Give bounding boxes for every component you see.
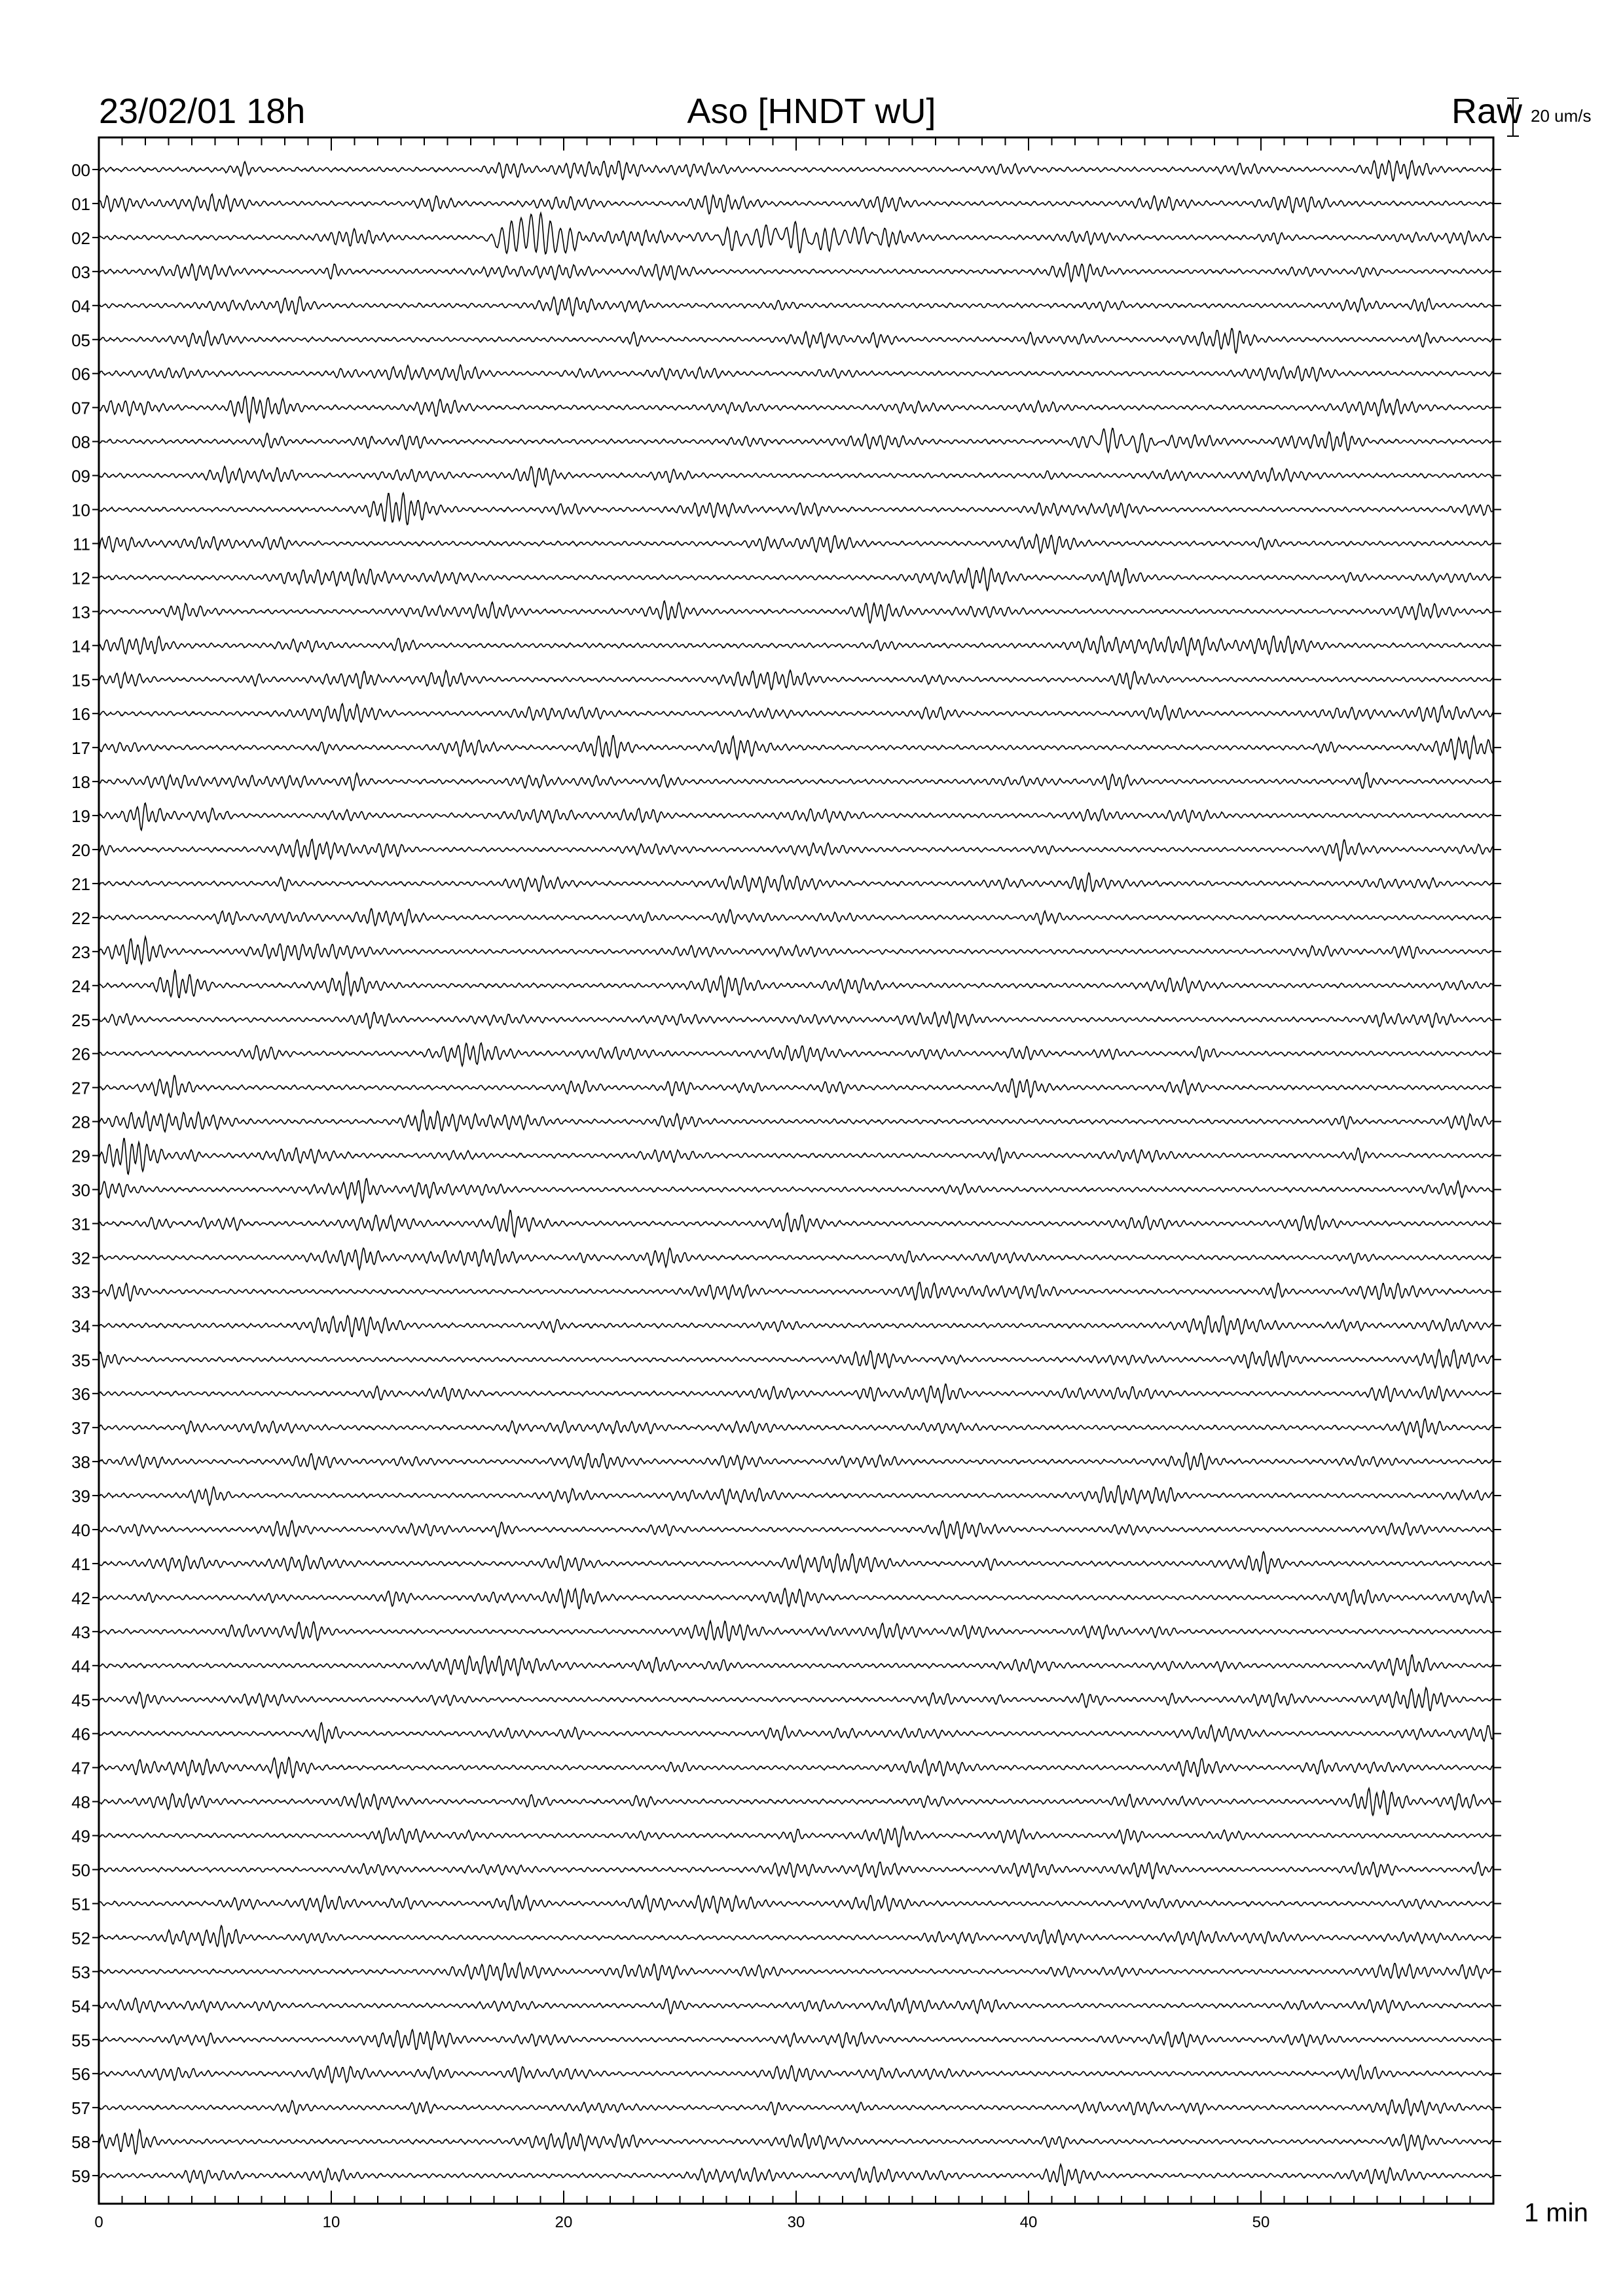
- trace-line: [99, 670, 1493, 690]
- trace-line: [99, 160, 1493, 181]
- row-label: 35: [71, 1350, 90, 1371]
- trace-line: [99, 704, 1493, 722]
- trace-line: [99, 1788, 1493, 1815]
- row-label: 02: [71, 228, 90, 248]
- trace-group: [92, 160, 1501, 2185]
- trace-line: [99, 1688, 1493, 1711]
- row-label: 50: [71, 1860, 90, 1880]
- row-label: 46: [71, 1724, 90, 1744]
- trace-line: [99, 263, 1493, 282]
- row-label: 10: [71, 500, 90, 520]
- row-label: 59: [71, 2166, 90, 2187]
- row-label: 40: [71, 1520, 90, 1540]
- x-axis-unit-label: 1 min: [1524, 2198, 1588, 2227]
- row-label: 56: [71, 2064, 90, 2085]
- trace-line: [99, 1075, 1493, 1098]
- row-label: 33: [71, 1282, 90, 1302]
- plot-frame: [99, 137, 1493, 2204]
- row-label: 04: [71, 296, 90, 316]
- row-label: 44: [71, 1656, 90, 1676]
- trace-line: [99, 970, 1493, 997]
- trace-line: [99, 1179, 1493, 1203]
- trace-line: [99, 736, 1493, 760]
- row-label: 23: [71, 942, 90, 962]
- row-label: 00: [71, 160, 90, 180]
- trace-line: [99, 1963, 1493, 1981]
- row-label: 39: [71, 1486, 90, 1507]
- trace-line: [99, 2130, 1493, 2154]
- trace-line: [99, 397, 1493, 423]
- row-label: 11: [73, 534, 90, 554]
- row-label: 22: [71, 908, 90, 928]
- row-label: 29: [71, 1146, 90, 1166]
- row-label: 24: [71, 976, 90, 996]
- trace-line: [99, 1043, 1493, 1066]
- trace-line: [99, 1520, 1493, 1539]
- trace-line: [99, 493, 1493, 524]
- row-label: 13: [71, 602, 90, 622]
- x-tick-label: 50: [1252, 2214, 1270, 2231]
- trace-line: [99, 937, 1493, 964]
- trace-line: [99, 296, 1493, 315]
- trace-line: [99, 534, 1493, 554]
- row-label: 49: [71, 1826, 90, 1846]
- trace-line: [99, 1588, 1493, 1609]
- trace-line: [99, 1998, 1493, 2014]
- row-label: 36: [71, 1384, 90, 1405]
- trace-line: [99, 601, 1493, 623]
- trace-line: [99, 2030, 1493, 2050]
- time-axis: [94, 137, 1493, 2231]
- row-label: 47: [71, 1758, 90, 1778]
- row-label: 42: [71, 1588, 90, 1608]
- trace-line: [99, 636, 1493, 656]
- station-title: Aso [HNDT wU]: [687, 92, 936, 131]
- trace-line: [99, 467, 1493, 487]
- trace-line: [99, 1282, 1493, 1301]
- x-tick-label: 10: [322, 2214, 340, 2231]
- row-label: 55: [71, 2030, 90, 2051]
- date-hour-label: 23/02/01 18h: [99, 92, 306, 131]
- trace-line: [99, 1552, 1493, 1573]
- trace-line: [99, 773, 1493, 791]
- row-label: 21: [71, 874, 90, 894]
- row-label: 45: [71, 1690, 90, 1710]
- row-label: 34: [71, 1316, 90, 1336]
- trace-line: [99, 2099, 1493, 2115]
- trace-line: [99, 1316, 1493, 1336]
- trace-line: [99, 1248, 1493, 1270]
- row-label: 43: [71, 1622, 90, 1642]
- trace-line: [99, 1210, 1493, 1237]
- trace-line: [99, 1926, 1493, 1946]
- row-label: 20: [71, 840, 90, 860]
- trace-line: [99, 194, 1493, 214]
- trace-line: [99, 839, 1493, 861]
- trace-line: [99, 1723, 1493, 1743]
- row-label: 12: [71, 568, 90, 588]
- row-label: 32: [71, 1248, 90, 1268]
- row-label: 01: [71, 194, 90, 214]
- row-label: 48: [71, 1792, 90, 1812]
- row-label: 54: [71, 1996, 90, 2017]
- mode-label: Raw: [1451, 92, 1522, 131]
- trace-line: [99, 803, 1493, 830]
- trace-line: [99, 1384, 1493, 1403]
- trace-line: [99, 873, 1493, 893]
- row-label: 16: [71, 704, 90, 725]
- row-label: 57: [71, 2098, 90, 2119]
- row-label: 38: [71, 1452, 90, 1473]
- trace-line: [99, 2164, 1493, 2185]
- row-label: 07: [71, 398, 90, 418]
- row-label: 14: [71, 636, 90, 656]
- trace-line: [99, 2065, 1493, 2083]
- row-label: 06: [71, 364, 90, 384]
- row-label: 05: [71, 330, 90, 350]
- row-label: 18: [71, 772, 90, 793]
- row-label: 30: [71, 1180, 90, 1200]
- trace-line: [99, 1757, 1493, 1778]
- trace-line: [99, 1110, 1493, 1132]
- row-label: 15: [71, 670, 90, 691]
- row-label: 53: [71, 1962, 90, 1982]
- row-label-group: [71, 160, 90, 2186]
- row-label: 25: [71, 1010, 90, 1030]
- trace-line: [99, 1419, 1493, 1438]
- trace-line: [99, 1895, 1493, 1913]
- trace-line: [99, 428, 1493, 452]
- trace-line: [99, 1862, 1493, 1879]
- trace-line: [99, 908, 1493, 925]
- trace-line: [99, 1452, 1493, 1469]
- trace-line: [99, 1621, 1493, 1641]
- trace-line: [99, 1012, 1493, 1029]
- row-label: 26: [71, 1044, 90, 1064]
- row-label: 58: [71, 2132, 90, 2153]
- x-tick-label: 20: [555, 2214, 573, 2231]
- x-tick-label: 0: [94, 2214, 103, 2231]
- trace-line: [99, 329, 1493, 353]
- row-label: 03: [71, 262, 90, 282]
- row-label: 27: [71, 1078, 90, 1098]
- row-label: 51: [71, 1894, 90, 1914]
- row-label: 52: [71, 1928, 90, 1948]
- row-label: 37: [71, 1418, 90, 1439]
- scale-bar-label: 20 um/s: [1531, 106, 1592, 126]
- trace-line: [99, 365, 1493, 381]
- row-label: 41: [71, 1554, 90, 1574]
- trace-line: [99, 1138, 1493, 1174]
- row-label: 19: [71, 806, 90, 827]
- row-label: 08: [71, 432, 90, 452]
- trace-line: [99, 213, 1493, 254]
- row-label: 31: [71, 1214, 90, 1234]
- row-label: 17: [71, 738, 90, 759]
- trace-line: [99, 1655, 1493, 1676]
- trace-line: [99, 1350, 1493, 1369]
- x-tick-label: 40: [1019, 2214, 1038, 2231]
- row-label: 09: [71, 466, 90, 486]
- row-label: 28: [71, 1112, 90, 1132]
- trace-line: [99, 1827, 1493, 1847]
- x-tick-label: 30: [787, 2214, 805, 2231]
- trace-line: [99, 567, 1493, 590]
- trace-line: [99, 1486, 1493, 1505]
